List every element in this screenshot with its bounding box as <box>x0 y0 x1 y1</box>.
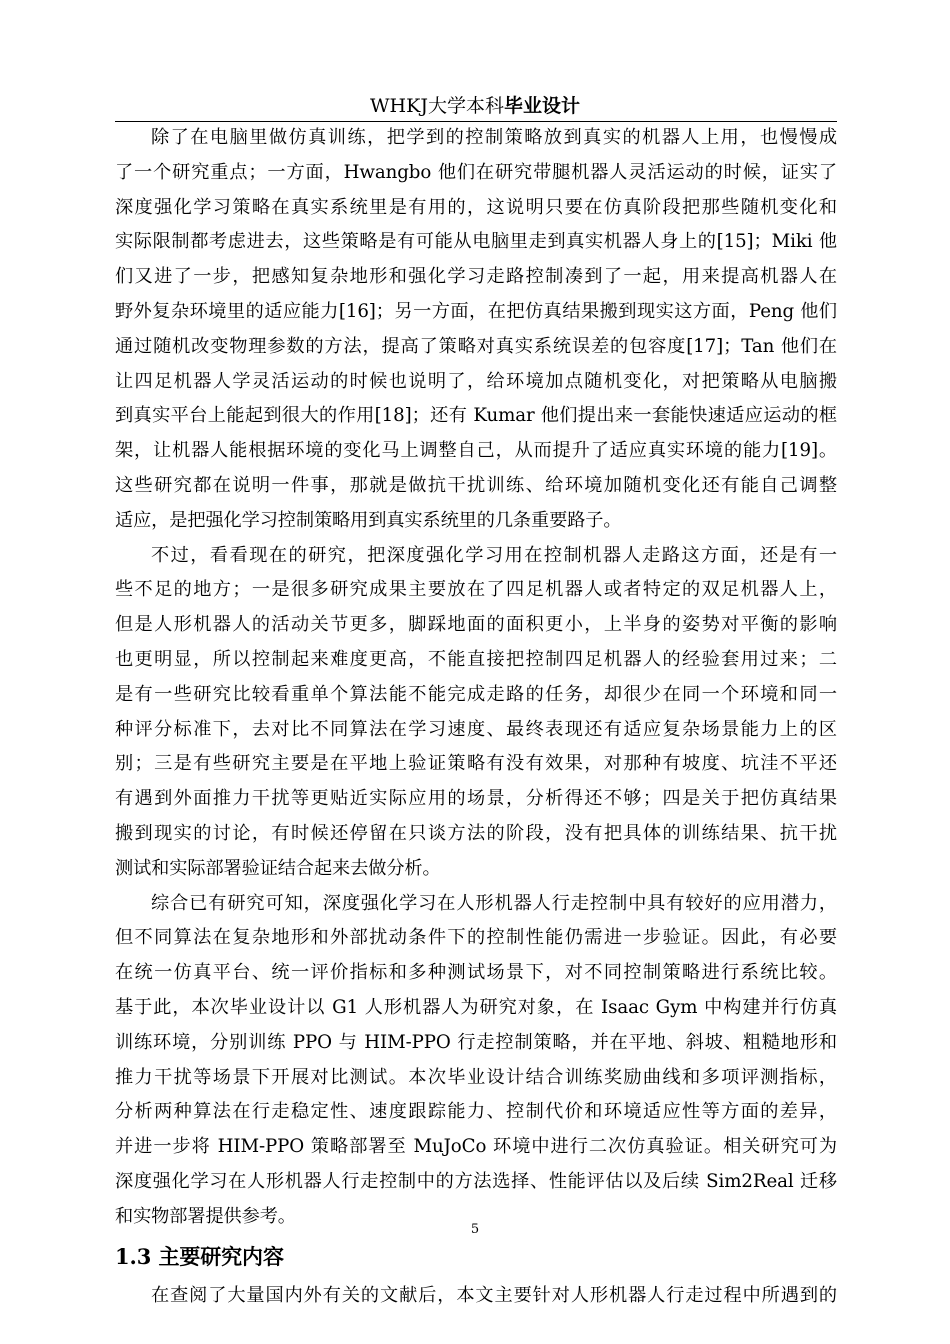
paragraph-line: 除了在电脑里做仿真训练，把学到的控制策略放到真实的机器人上用，也慢慢成 <box>151 127 837 148</box>
paragraph-line: 实际限制都考虑进去，这些策略是有可能从电脑里走到真实机器人身上的[15]；Miki 他 <box>115 231 837 253</box>
paragraph-2 <box>115 539 837 887</box>
paragraph-line: 让四足机器人学灵活运动的时候也说明了，给环境加点随机变化，对把策略从电脑搬 <box>115 370 837 392</box>
paragraph-line: 但不同算法在复杂地形和外部扰动条件下的控制性能仍需进一步验证。因此，有必要 <box>115 927 837 949</box>
paragraph-line: 架，让机器人能根据环境的变化马上调整自己，从而提升了适应真实环境的能力[19]。 <box>115 440 837 462</box>
section-heading: 1.3 主要研究内容 <box>115 1243 284 1269</box>
paragraph-line: 野外复杂环境里的适应能力[16]；另一方面，在把仿真结果搬到现实这方面，Peng 他们 <box>115 300 837 322</box>
paragraph-line: 种评分标准下，去对比不同算法在学习速度、最终表现还有适应复杂场景能力上的区 <box>115 718 837 740</box>
paragraph-line: 别；三是有些研究主要是在平地上验证策略有没有效果，对那种有坡度、坑洼不平还 <box>115 753 837 775</box>
paragraph-line: 些不足的地方；一是很多研究成果主要放在了四足机器人或者特定的双足机器人上， <box>115 579 837 601</box>
paragraph-3 <box>115 887 837 1235</box>
paragraph-line: 深度强化学习策略在真实系统里是有用的，这说明只要在仿真阶段把那些随机变化和 <box>115 196 837 218</box>
paragraph-line: 适应，是把强化学习控制策略用到真实系统里的几条重要路子。 <box>115 509 622 531</box>
paragraph-line: 是有一些研究比较看重单个算法能不能完成走路的任务，却很少在同一个环境和同一 <box>115 683 837 705</box>
paragraph-line: 训练环境，分别训练 PPO 与 HIM-PPO 行走控制策略，并在平地、斜坡、粗糙地形和 <box>115 1031 837 1053</box>
paragraph-line: 基于此，本次毕业设计以 G1 人形机器人为研究对象，在 Isaac Gym 中构建并行仿真 <box>115 996 837 1018</box>
paragraph-line: 和实物部署提供参考。 <box>115 1205 296 1227</box>
paragraph-line: 这些研究都在说明一件事，那就是做抗干扰训练、给环境加随机变化还有能自己调整 <box>115 474 837 496</box>
paragraph-line: 并进一步将 HIM-PPO 策略部署至 MuJoCo 环境中进行二次仿真验证。相关研究可为 <box>115 1136 837 1158</box>
paragraph-1 <box>115 121 837 539</box>
body-text <box>115 121 837 1313</box>
paragraph-line: 分析两种算法在行走稳定性、速度跟踪能力、控制代价和环境适应性等方面的差异， <box>115 1101 837 1123</box>
paragraph-line: 搬到现实的讨论，有时候还停留在只谈方法的阶段，没有把具体的训练结果、抗干扰 <box>115 822 837 844</box>
paragraph-line: 通过随机改变物理参数的方法，提高了策略对真实系统误差的包容度[17]；Tan 他们在 <box>115 335 837 357</box>
running-header <box>0 92 950 120</box>
page-number: 5 <box>470 1222 480 1237</box>
paragraph-line: 了一个研究重点；一方面，Hwangbo 他们在研究带腿机器人灵活运动的时候，证实了 <box>115 161 837 183</box>
paragraph-line: 们又进了一步，把感知复杂地形和强化学习走路控制凑到了一起，用来提高机器人在 <box>115 266 837 288</box>
section-first-line: 在查阅了大量国内外有关的文献后，本文主要针对人形机器人行走过程中所遇到的 <box>151 1284 837 1306</box>
header-thesis-label: 毕业设计 <box>503 95 580 117</box>
paragraph-line: 也更明显，所以控制起来难度更高，不能直接把控制四足机器人的经验套用过来；二 <box>115 648 837 670</box>
paragraph-line: 综合已有研究可知，深度强化学习在人形机器人行走控制中具有较好的应用潜力， <box>151 892 837 914</box>
paragraph-line: 不过，看看现在的研究，把深度强化学习用在控制机器人走路这方面，还是有一 <box>151 544 837 566</box>
paragraph-line: 有遇到外面推力干扰等更贴近实际应用的场景，分析得还不够；四是关于把仿真结果 <box>115 788 837 810</box>
paragraph-line: 测试和实际部署验证结合起来去做分析。 <box>115 857 441 879</box>
paragraph-line: 推力干扰等场景下开展对比测试。本次毕业设计结合训练奖励曲线和多项评测指标， <box>115 1066 837 1088</box>
paragraph-line: 到真实平台上能起到很大的作用[18]；还有 Kumar 他们提出来一套能快速适应运动的框 <box>115 405 837 427</box>
header-university: WHKJ大学本科 <box>370 95 504 117</box>
paragraph-line: 深度强化学习在人形机器人行走控制中的方法选择、性能评估以及后续 Sim2Real 迁移 <box>115 1170 837 1192</box>
paragraph-line: 在统一仿真平台、统一评价指标和多种测试场景下，对不同控制策略进行系统比较。 <box>115 962 837 984</box>
paragraph-line: 但是人形机器人的活动关节更多，脚踩地面的面积更小，上半身的姿势对平衡的影响 <box>115 614 837 636</box>
